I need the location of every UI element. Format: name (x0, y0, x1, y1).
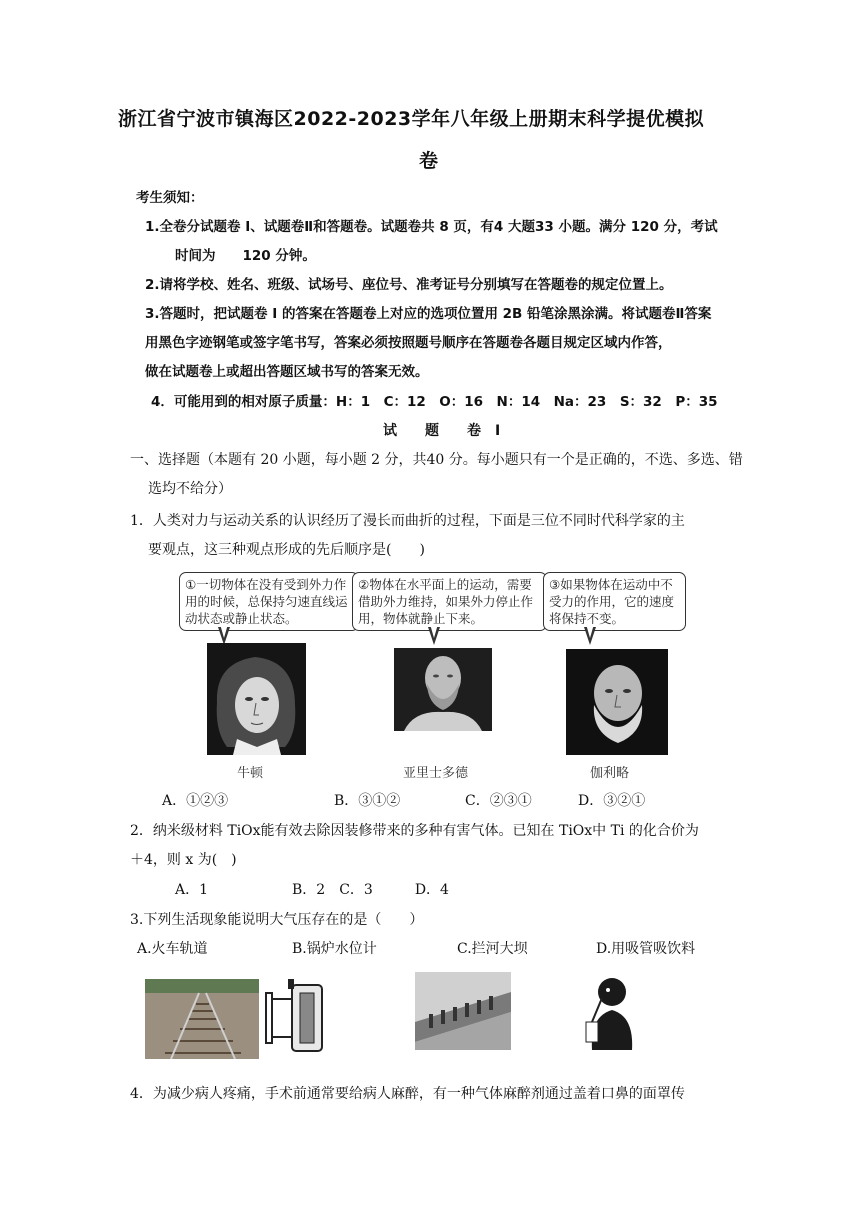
part1-intro-cont: 选均不给分） (148, 481, 232, 497)
notice-heading: 考生须知： (136, 190, 204, 206)
q1-bubble-1: ①一切物体在没有受到外力作用的时候，总保持匀速直线运动状态或静止状态。 (179, 572, 359, 631)
part1-intro: 一、选择题（本题有 20 小题，每小题 2 分，共40 分。每小题只有一个是正确的，不选、多选、错 (130, 452, 743, 468)
q1-bubble-3: ③如果物体在运动中不受力的作用，它的速度将保持不变。 (543, 572, 686, 631)
page-title: 浙江省宁波市镇海区2022-2023学年八年级上册期末科学提优模拟 (118, 108, 705, 130)
dam-image (415, 972, 511, 1050)
q3-option-a: A.火车轨道 (137, 941, 208, 957)
caption-galileo: 伽利略 (590, 766, 630, 781)
caption-aristotle: 亚里士多德 (403, 766, 469, 781)
q3-option-d: D.用吸管吸饮料 (596, 941, 696, 957)
q4-stem: 4．为减少病人疼痛，手术前通常要给病人麻醉，有一种气体麻醉剂通过盖着口鼻的面罩传 (130, 1086, 685, 1102)
notice-item-4: 4．可能用到的相对原子质量：H：1 C：12 O：16 N：14 Na：23 S：32 P：35 (151, 394, 718, 410)
notice-item-3-cont1: 用黑色字迹钢笔或签字笔书写，答案必须按照题号顺序在答题卷各题目规定区域内作答， (145, 335, 672, 351)
q1-option-a: A．①②③ (162, 793, 229, 809)
q1-option-c: C．②③① (465, 793, 532, 809)
q1-stem-cont: 要观点，这三种观点形成的先后顺序是( ) (148, 542, 425, 558)
notice-item-1: 1.全卷分试题卷 I、试题卷Ⅱ和答题卷。试题卷共 8 页，有4 大题33 小题。满分 120 分，考试 (145, 219, 718, 235)
railway-track-image (145, 979, 259, 1059)
notice-item-2: 2.请将学校、姓名、班级、试场号、座位号、准考证号分别填写在答题卷的规定位置上。 (145, 277, 673, 293)
q3-stem: 3.下列生活现象能说明大气压存在的是（ ） (130, 912, 424, 928)
caption-newton: 牛顿 (237, 766, 264, 781)
aristotle-portrait (394, 648, 492, 731)
q3-option-b: B.锅炉水位计 (292, 941, 377, 957)
notice-item-3: 3.答题时，把试题卷 I 的答案在答题卷上对应的选项位置用 2B 铅笔涂黑涂满。将试题卷Ⅱ答案 (145, 306, 712, 322)
q2-options: A．1 B．2 C．3 D．4 (175, 882, 449, 898)
page-title-cont: 卷 (419, 150, 439, 172)
q1-option-d: D．③②① (578, 793, 646, 809)
q2-stem: 2．纳米级材料 TiOx能有效去除因装修带来的多种有害气体。已知在 TiOx中 Ti 的化合价为 (130, 823, 699, 839)
q3-option-c: C.拦河大坝 (457, 941, 528, 957)
boiler-gauge-image (262, 979, 336, 1057)
drinking-straw-image (578, 972, 638, 1050)
q1-option-b: B．③①② (334, 793, 401, 809)
notice-item-3-cont2: 做在试题卷上或超出答题区域书写的答案无效。 (145, 364, 429, 380)
newton-portrait (207, 643, 306, 755)
q1-bubble-2: ②物体在水平面上的运动，需要借助外力维持，如果外力停止作用，物体就静止下来。 (352, 572, 547, 631)
galileo-portrait (566, 649, 668, 755)
q1-stem: 1．人类对力与运动关系的认识经历了漫长而曲折的过程，下面是三位不同时代科学家的主 (130, 513, 685, 529)
q2-stem-cont: ＋4，则 x 为( ) (130, 852, 237, 868)
notice-item-1-cont: 时间为 120 分钟。 (175, 248, 316, 264)
section-title: 试 题 卷 I (383, 423, 501, 439)
